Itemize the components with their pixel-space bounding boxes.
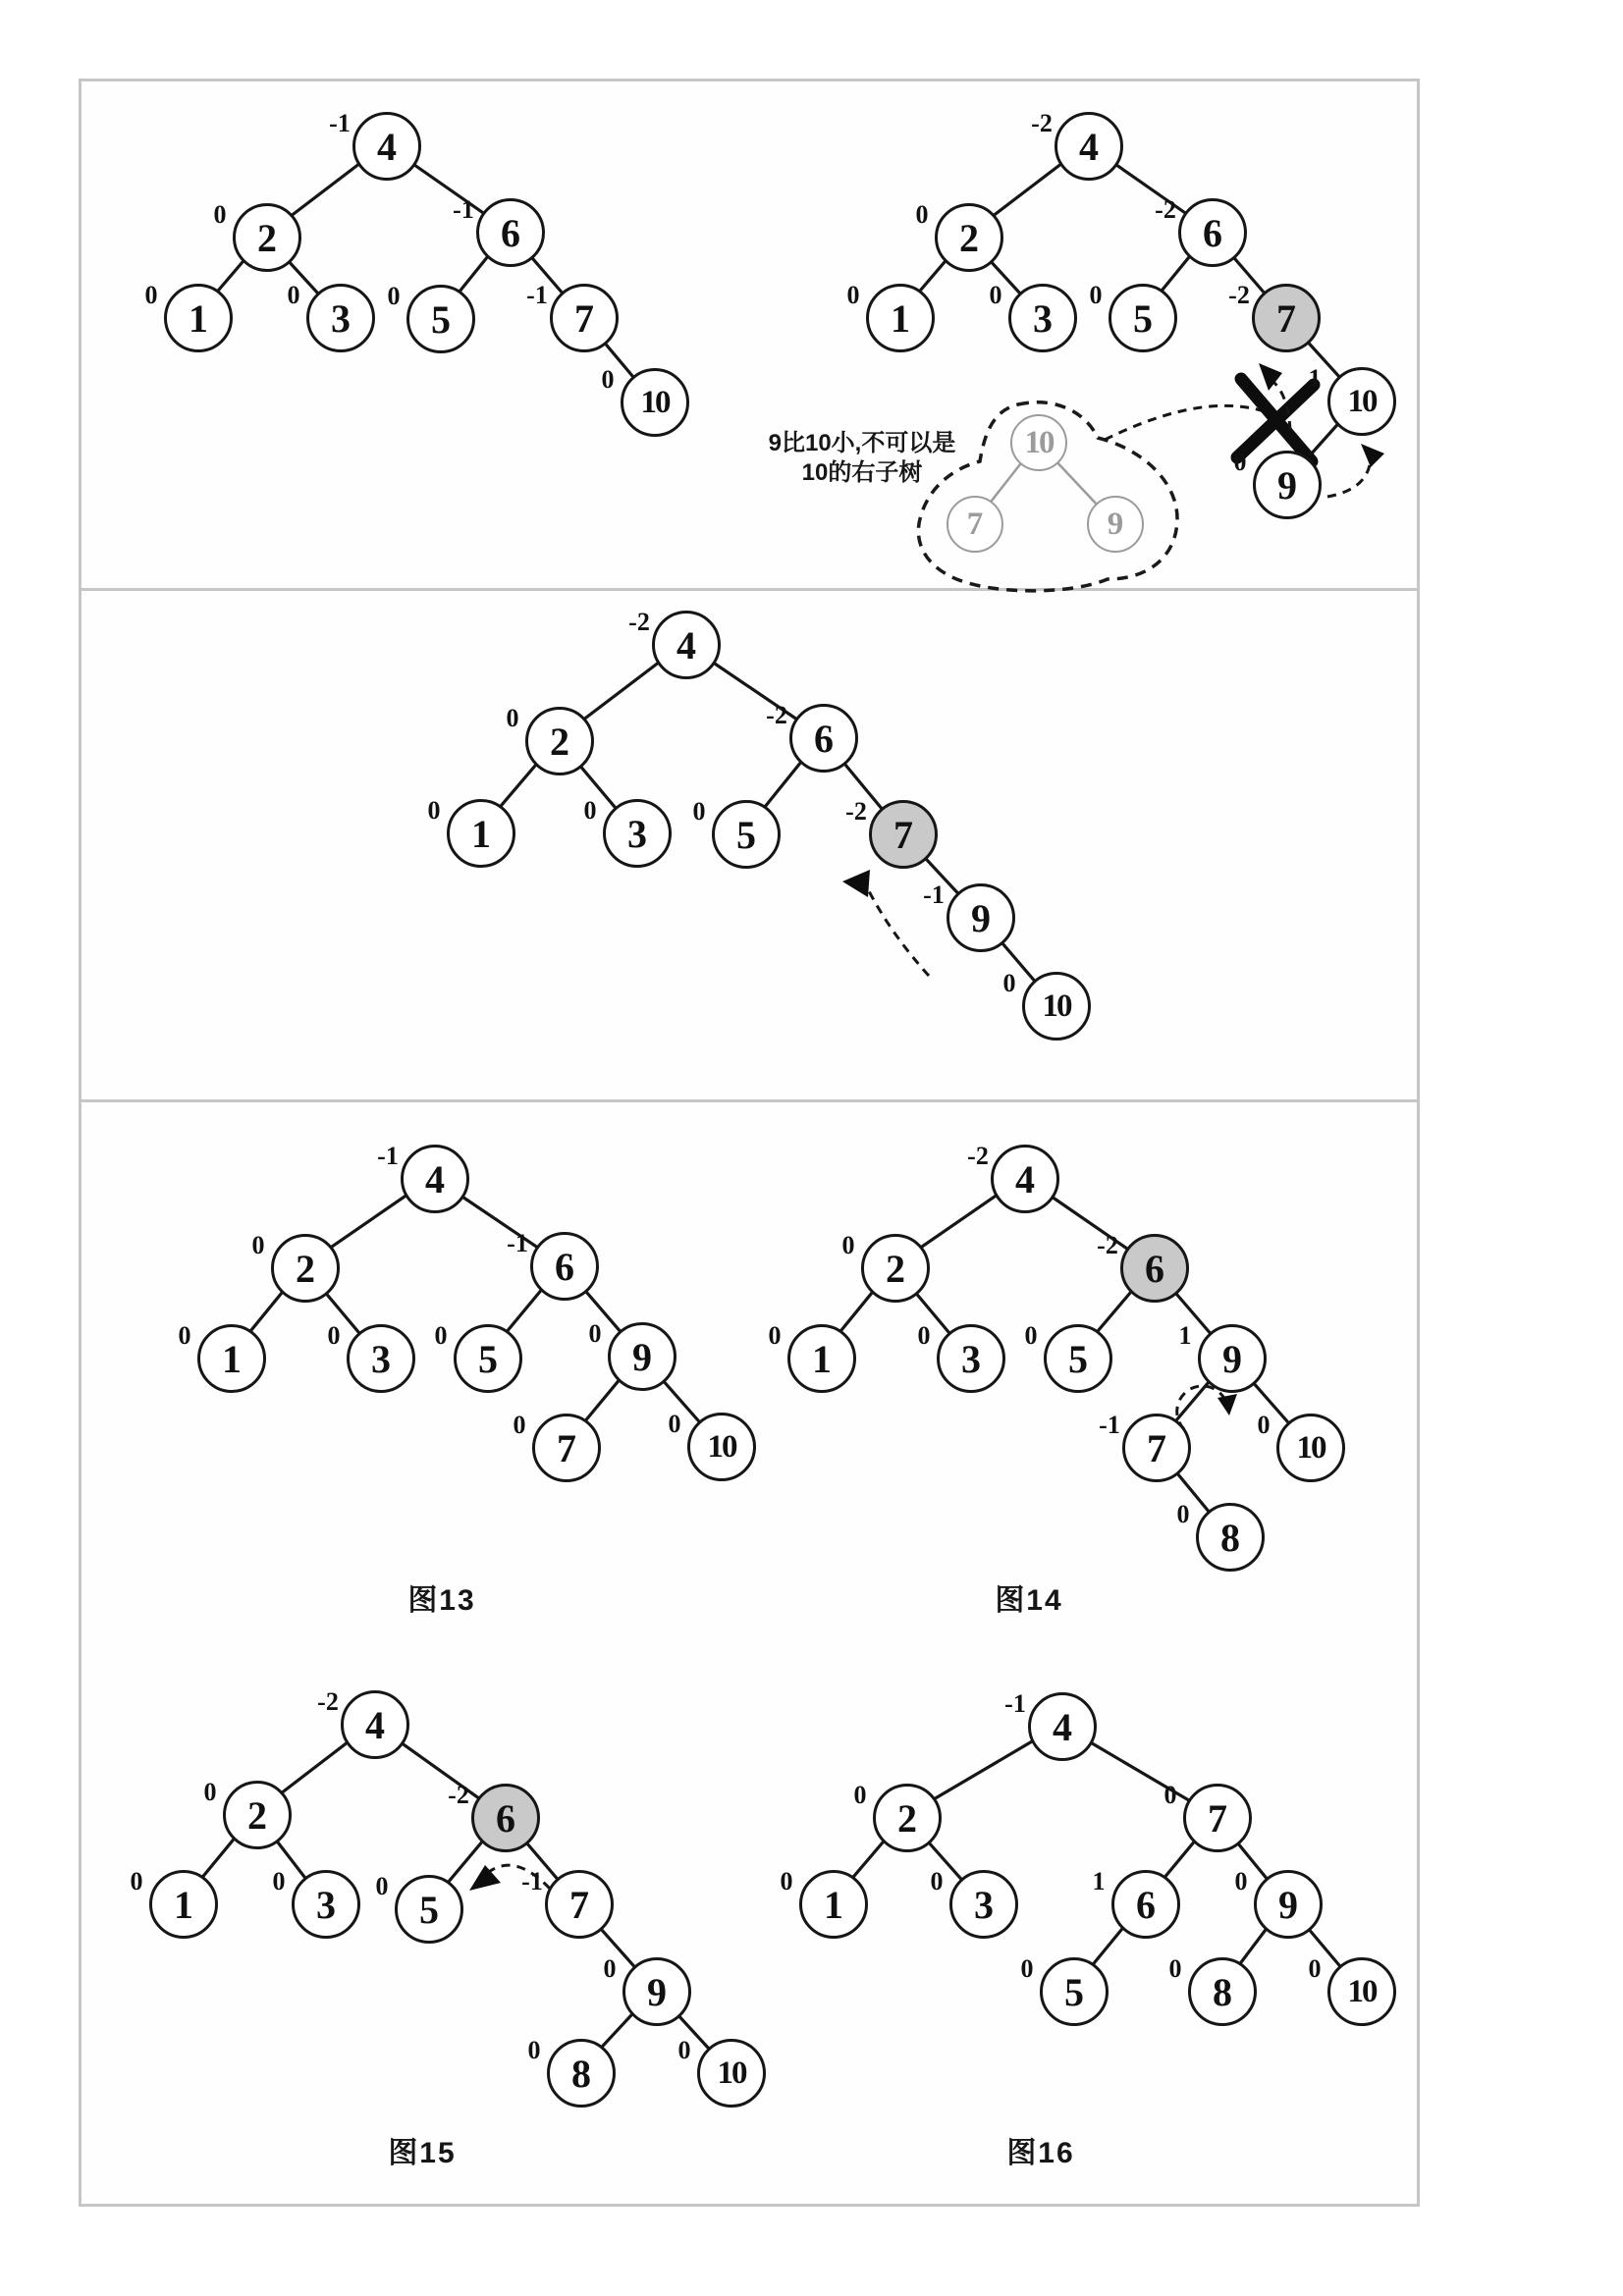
balance-factor-avl-rotate-left-at-7-10: 0	[1002, 969, 1016, 997]
balance-factor-fig14-tree-6: -2	[1097, 1231, 1118, 1259]
tree-node-avl-rotate-left-at-7-3: 3	[603, 799, 672, 868]
tree-node-fig13-tree-10: 10	[687, 1413, 756, 1481]
tree-node-fig14-tree-8: 8	[1196, 1503, 1265, 1572]
balance-factor-fig16-tree-8: 0	[1168, 1954, 1182, 1983]
tree-node-fig13-tree-1: 1	[197, 1324, 266, 1393]
tree-node-fig16-tree-10: 10	[1327, 1957, 1396, 2026]
tree-node-fig14-tree-4: 4	[991, 1145, 1059, 1213]
balance-factor-fig13-tree-6: -1	[507, 1229, 528, 1257]
balance-factor-avl-rotate-left-at-7-6: -2	[766, 701, 787, 729]
balance-factor-avl-rotate-left-at-7-1: 0	[427, 796, 441, 825]
tree-node-invalid-subtree-ghost-10: 10	[1010, 414, 1067, 471]
tree-node-avl-before-insert-7: 7	[550, 284, 619, 352]
balance-factor-fig13-tree-9: 0	[588, 1319, 602, 1348]
tree-node-fig13-tree-9: 9	[608, 1322, 676, 1391]
balance-factor-fig15-tree-2: 0	[203, 1778, 217, 1806]
tree-node-fig15-tree-8: 8	[547, 2039, 616, 2108]
balance-factor-fig13-tree-7: 0	[513, 1411, 526, 1439]
balance-factor-fig13-tree-4: -1	[377, 1142, 399, 1170]
balance-factor-avl-rotate-left-at-7-4: -2	[628, 608, 650, 636]
balance-factor-avl-rotate-left-at-7-2: 0	[506, 704, 519, 732]
tree-node-fig14-tree-7: 7	[1122, 1414, 1191, 1482]
tree-node-fig15-tree-3: 3	[292, 1870, 360, 1939]
balance-factor-fig15-tree-6: -2	[448, 1781, 469, 1809]
balance-factor-fig14-tree-4: -2	[967, 1142, 989, 1170]
tree-node-avl-before-insert-3: 3	[306, 284, 375, 352]
balance-factor-avl-before-insert-5: 0	[387, 282, 401, 310]
tree-node-fig16-tree-1: 1	[799, 1870, 868, 1939]
tree-node-fig15-tree-10: 10	[697, 2039, 766, 2108]
balance-factor-avl-insert-9-invalid-5: 0	[1089, 281, 1103, 309]
tree-node-avl-insert-9-invalid-6: 6	[1178, 198, 1247, 267]
tree-node-fig15-tree-4: 4	[341, 1690, 409, 1759]
tree-node-avl-before-insert-10: 10	[621, 368, 689, 437]
tree-node-fig14-tree-1: 1	[787, 1324, 856, 1393]
invalid-subtree-note	[744, 429, 980, 488]
tree-node-avl-before-insert-5: 5	[406, 285, 475, 353]
note-line-1: 9比10小,不可以是	[768, 430, 956, 456]
balance-factor-avl-before-insert-7: -1	[526, 281, 548, 309]
tree-node-fig15-tree-5: 5	[395, 1875, 463, 1944]
tree-node-fig15-tree-9: 9	[622, 1957, 691, 2026]
balance-factor-fig15-tree-7: -1	[521, 1867, 543, 1896]
balance-factor-fig16-tree-1: 0	[780, 1867, 793, 1896]
tree-node-fig14-tree-2: 2	[861, 1234, 930, 1303]
tree-node-avl-before-insert-6: 6	[476, 198, 545, 267]
tree-node-fig14-tree-9: 9	[1198, 1324, 1267, 1393]
caption-fig14: 图14	[995, 1584, 1063, 1617]
tree-node-avl-before-insert-2: 2	[233, 203, 301, 272]
balance-factor-fig16-tree-10: 0	[1308, 1954, 1322, 1983]
tree-node-fig16-tree-6: 6	[1111, 1870, 1180, 1939]
balance-factor-fig14-tree-2: 0	[841, 1231, 855, 1259]
tree-node-avl-rotate-left-at-7-9: 9	[947, 883, 1015, 952]
tree-node-avl-rotate-left-at-7-10: 10	[1022, 972, 1091, 1041]
balance-factor-fig14-tree-5: 0	[1024, 1321, 1038, 1350]
balance-factor-fig16-tree-9: 0	[1234, 1867, 1248, 1896]
balance-factor-avl-rotate-left-at-7-5: 0	[692, 797, 706, 826]
balance-factor-fig14-tree-7: -1	[1099, 1411, 1120, 1439]
balance-factor-avl-insert-9-invalid-9: 0	[1233, 448, 1247, 476]
tree-node-avl-rotate-left-at-7-4: 4	[652, 611, 721, 679]
tree-node-avl-insert-9-invalid-5: 5	[1109, 284, 1177, 352]
balance-factor-avl-insert-9-invalid-6: -2	[1155, 195, 1176, 224]
balance-factor-fig15-tree-8: 0	[527, 2036, 541, 2064]
tree-node-avl-rotate-left-at-7-5: 5	[712, 800, 781, 869]
tree-node-fig15-tree-2: 2	[223, 1781, 292, 1849]
balance-factor-fig13-tree-2: 0	[251, 1231, 265, 1259]
tree-node-avl-before-insert-1: 1	[164, 284, 233, 352]
tree-node-avl-insert-9-invalid-2: 2	[935, 203, 1003, 272]
tree-node-fig13-tree-6: 6	[530, 1232, 599, 1301]
caption-fig13: 图13	[407, 1584, 476, 1617]
balance-factor-avl-before-insert-3: 0	[287, 281, 300, 309]
tree-node-fig16-tree-7: 7	[1183, 1784, 1252, 1852]
balance-factor-fig14-tree-9: 1	[1178, 1321, 1192, 1350]
tree-node-fig16-tree-4: 4	[1028, 1692, 1097, 1761]
tree-node-fig16-tree-8: 8	[1188, 1957, 1257, 2026]
balance-factor-fig13-tree-1: 0	[178, 1321, 191, 1350]
tree-node-invalid-subtree-ghost-7: 7	[947, 496, 1003, 553]
balance-factor-fig14-tree-10: 0	[1257, 1411, 1271, 1439]
tree-node-invalid-subtree-ghost-9: 9	[1087, 496, 1144, 553]
balance-factor-avl-insert-9-invalid-3: 0	[989, 281, 1002, 309]
tree-node-fig16-tree-3: 3	[949, 1870, 1018, 1939]
balance-factor-avl-insert-9-invalid-7: -2	[1228, 281, 1250, 309]
tree-node-fig13-tree-3: 3	[347, 1324, 415, 1393]
tree-node-fig14-tree-5: 5	[1044, 1324, 1112, 1393]
tree-node-fig14-tree-10: 10	[1276, 1414, 1345, 1482]
tree-node-avl-rotate-left-at-7-6: 6	[789, 704, 858, 773]
tree-node-fig13-tree-7: 7	[532, 1414, 601, 1482]
note-line-2: 10的右子树	[801, 459, 923, 486]
balance-factor-fig14-tree-8: 0	[1176, 1500, 1190, 1528]
balance-factor-fig13-tree-5: 0	[434, 1321, 448, 1350]
balance-factor-fig13-tree-10: 0	[668, 1410, 681, 1438]
tree-node-fig16-tree-5: 5	[1040, 1957, 1109, 2026]
balance-factor-avl-before-insert-10: 0	[601, 365, 615, 394]
balance-factor-fig15-tree-5: 0	[375, 1872, 389, 1900]
balance-factor-fig15-tree-3: 0	[272, 1867, 286, 1896]
tree-node-fig14-tree-6: 6	[1120, 1234, 1189, 1303]
tree-node-avl-insert-9-invalid-9: 9	[1253, 451, 1322, 519]
tree-node-fig15-tree-7: 7	[545, 1870, 614, 1939]
balance-factor-fig14-tree-1: 0	[768, 1321, 782, 1350]
tree-node-fig16-tree-2: 2	[873, 1784, 942, 1852]
balance-factor-fig16-tree-3: 0	[930, 1867, 944, 1896]
tree-node-fig14-tree-3: 3	[937, 1324, 1005, 1393]
balance-factor-fig16-tree-5: 0	[1020, 1954, 1034, 1983]
balance-factor-avl-before-insert-4: -1	[329, 109, 351, 137]
balance-factor-avl-before-insert-6: -1	[453, 195, 474, 224]
balance-factor-avl-insert-9-invalid-2: 0	[915, 200, 929, 229]
tree-node-fig13-tree-4: 4	[401, 1145, 469, 1213]
balance-factor-avl-before-insert-2: 0	[213, 200, 227, 229]
tree-node-fig15-tree-6: 6	[471, 1784, 540, 1852]
balance-factor-fig15-tree-10: 0	[677, 2036, 691, 2064]
balance-factor-fig14-tree-3: 0	[917, 1321, 931, 1350]
tree-node-avl-insert-9-invalid-10: 10	[1327, 367, 1396, 436]
tree-node-fig15-tree-1: 1	[149, 1870, 218, 1939]
tree-node-avl-before-insert-4: 4	[352, 112, 421, 181]
balance-factor-avl-insert-9-invalid-4: -2	[1031, 109, 1053, 137]
tree-node-fig13-tree-2: 2	[271, 1234, 340, 1303]
balance-factor-avl-insert-9-invalid-1: 0	[846, 281, 860, 309]
tree-node-avl-rotate-left-at-7-2: 2	[525, 707, 594, 775]
balance-factor-fig16-tree-4: -1	[1004, 1689, 1026, 1718]
caption-fig16: 图16	[1006, 2137, 1075, 2169]
tree-node-fig16-tree-9: 9	[1254, 1870, 1323, 1939]
tree-node-avl-rotate-left-at-7-1: 1	[447, 799, 515, 868]
balance-factor-fig15-tree-1: 0	[130, 1867, 143, 1896]
tree-node-avl-insert-9-invalid-7: 7	[1252, 284, 1321, 352]
balance-factor-avl-before-insert-1: 0	[144, 281, 158, 309]
tree-node-avl-rotate-left-at-7-7: 7	[869, 800, 938, 869]
tree-node-fig13-tree-5: 5	[454, 1324, 522, 1393]
caption-fig15: 图15	[388, 2137, 457, 2169]
balance-factor-fig15-tree-9: 0	[603, 1954, 617, 1983]
balance-factor-avl-insert-9-invalid-10: 1	[1308, 364, 1322, 393]
tree-node-avl-insert-9-invalid-4: 4	[1055, 112, 1123, 181]
balance-factor-fig13-tree-3: 0	[327, 1321, 341, 1350]
tree-node-avl-insert-9-invalid-3: 3	[1008, 284, 1077, 352]
balance-factor-fig16-tree-6: 1	[1092, 1867, 1106, 1896]
tree-node-avl-insert-9-invalid-1: 1	[866, 284, 935, 352]
balance-factor-avl-rotate-left-at-7-3: 0	[583, 796, 597, 825]
balance-factor-fig15-tree-4: -2	[317, 1687, 339, 1716]
balance-factor-avl-rotate-left-at-7-7: -2	[845, 797, 867, 826]
balance-factor-fig16-tree-7: 0	[1163, 1781, 1177, 1809]
balance-factor-avl-rotate-left-at-7-9: -1	[923, 881, 945, 909]
balance-factor-fig16-tree-2: 0	[853, 1781, 867, 1809]
